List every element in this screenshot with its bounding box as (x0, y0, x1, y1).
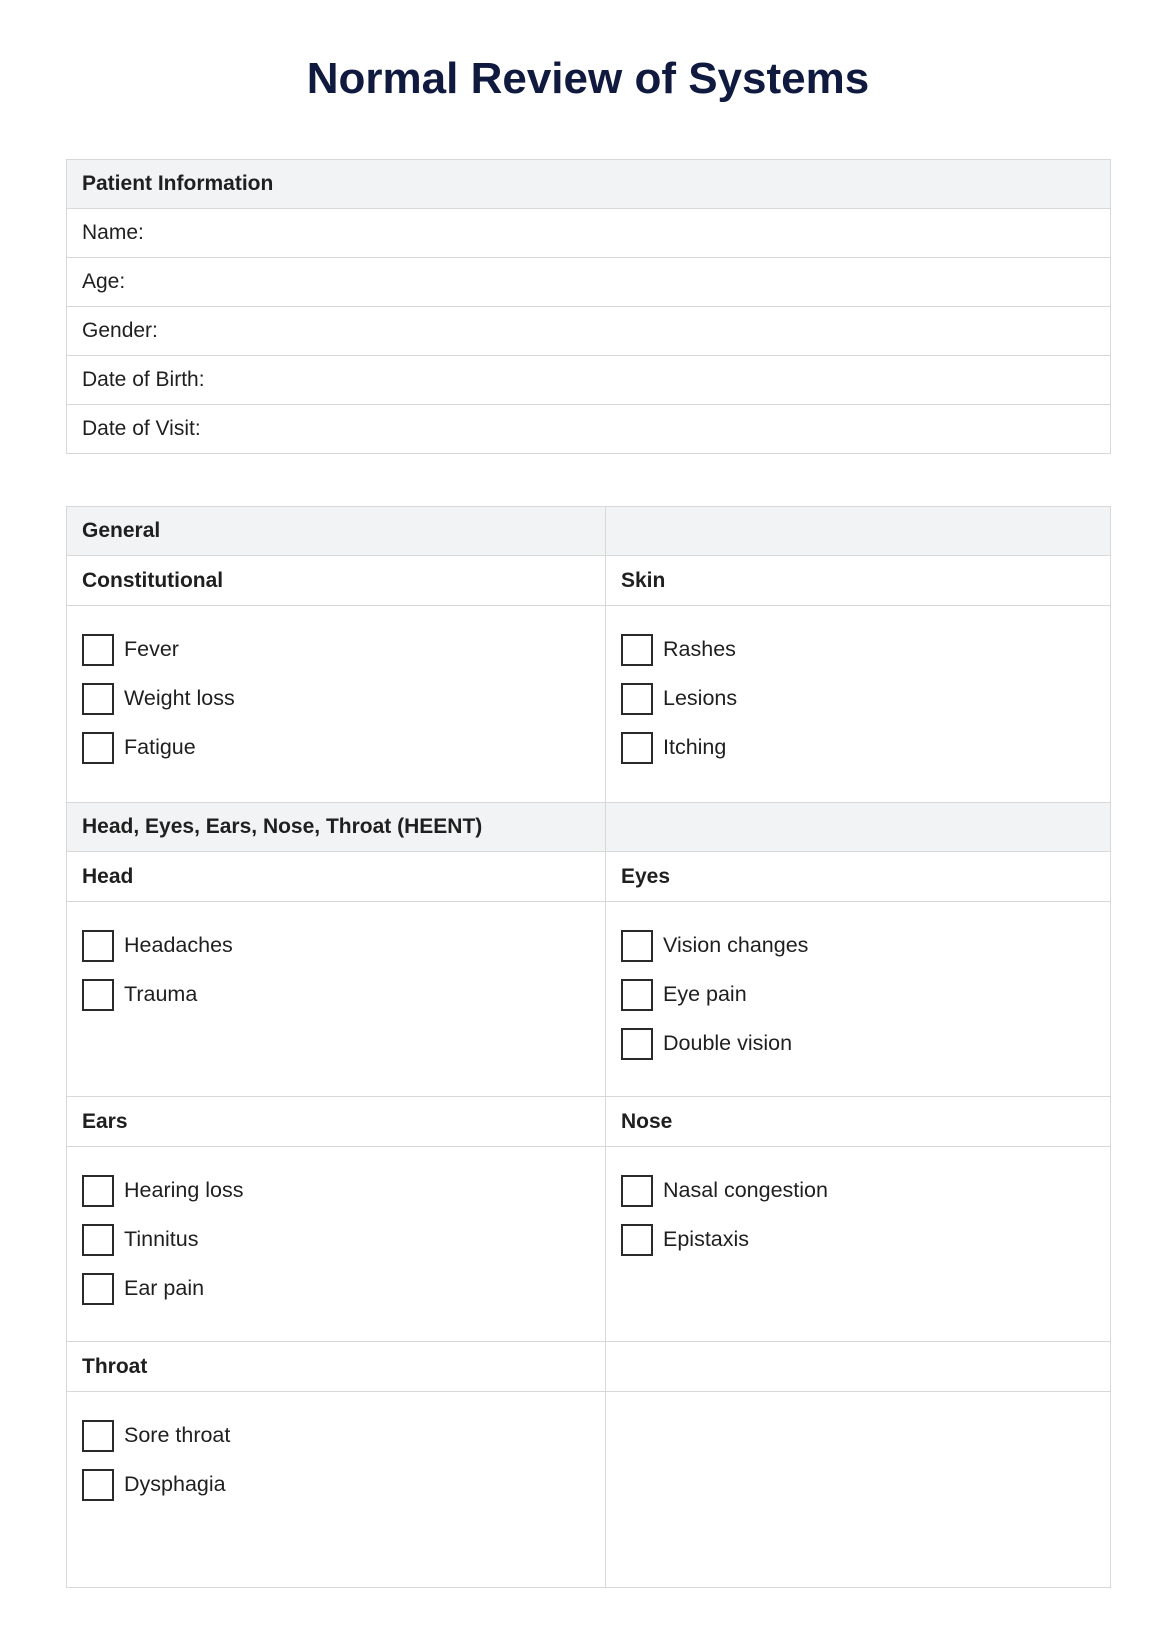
checkbox-label: Hearing loss (124, 1178, 244, 1202)
checklist-item[interactable] (621, 625, 1110, 674)
checkbox[interactable] (82, 1420, 114, 1452)
review-of-systems-table (66, 506, 1111, 1588)
blank-cell (606, 1392, 1111, 1588)
checkbox[interactable] (82, 634, 114, 666)
checkbox[interactable] (82, 930, 114, 962)
patient-information-table (66, 159, 1111, 454)
checkbox-label: Rashes (663, 637, 736, 661)
checklist-item[interactable] (82, 674, 605, 723)
checkbox-label: Eye pain (663, 982, 747, 1006)
subheader-blank (606, 1342, 1111, 1392)
checkbox-label: Tinnitus (124, 1227, 199, 1251)
eyes-checklist (606, 902, 1111, 1097)
checklist-item[interactable] (82, 1166, 605, 1215)
checkbox-label: Nasal congestion (663, 1178, 828, 1202)
checkbox-label: Fatigue (124, 735, 196, 759)
subheader-throat: Throat (67, 1342, 606, 1392)
checkbox-label: Vision changes (663, 933, 809, 957)
checkbox-label: Dysphagia (124, 1472, 226, 1496)
checkbox[interactable] (82, 1224, 114, 1256)
subheader-ears: Ears (67, 1097, 606, 1147)
ears-checklist (67, 1147, 606, 1342)
checkbox-label: Trauma (124, 982, 198, 1006)
checklist-item[interactable] (621, 921, 1110, 970)
checklist-item[interactable] (82, 1411, 605, 1460)
section-header-general: General (67, 507, 606, 556)
checklist-item[interactable] (82, 723, 605, 772)
checkbox[interactable] (82, 979, 114, 1011)
subheader-eyes: Eyes (606, 852, 1111, 902)
checkbox[interactable] (82, 683, 114, 715)
checkbox-label: Epistaxis (663, 1227, 750, 1251)
name-field[interactable]: Name: (67, 209, 1111, 258)
checkbox-label: Lesions (663, 686, 738, 710)
checklist-item[interactable] (621, 1019, 1110, 1068)
checkbox-label: Weight loss (124, 686, 235, 710)
checklist-item[interactable] (621, 723, 1110, 772)
subheader-nose: Nose (606, 1097, 1111, 1147)
checklist-item[interactable] (621, 1215, 1110, 1264)
checklist-item[interactable] (82, 1264, 605, 1313)
subheader-constitutional: Constitutional (67, 556, 606, 606)
checkbox[interactable] (621, 979, 653, 1011)
checkbox[interactable] (621, 1175, 653, 1207)
gender-field[interactable]: Gender: (67, 307, 1111, 356)
checklist-item[interactable] (621, 970, 1110, 1019)
date-of-birth-field[interactable]: Date of Birth: (67, 356, 1111, 405)
checkbox[interactable] (82, 1273, 114, 1305)
date-of-visit-field[interactable]: Date of Visit: (67, 405, 1111, 454)
subheader-skin: Skin (606, 556, 1111, 606)
section-header-blank (606, 803, 1111, 852)
checkbox[interactable] (621, 732, 653, 764)
checklist-item[interactable] (82, 1460, 605, 1509)
checkbox-label: Headaches (124, 933, 233, 957)
checkbox[interactable] (82, 1175, 114, 1207)
age-field[interactable]: Age: (67, 258, 1111, 307)
checkbox[interactable] (621, 634, 653, 666)
skin-checklist (606, 606, 1111, 803)
checkbox[interactable] (82, 732, 114, 764)
head-checklist (67, 902, 606, 1097)
checklist-item[interactable] (82, 970, 605, 1019)
throat-checklist (67, 1392, 606, 1588)
subheader-head: Head (67, 852, 606, 902)
checklist-item[interactable] (621, 674, 1110, 723)
checkbox[interactable] (82, 1469, 114, 1501)
checkbox[interactable] (621, 1224, 653, 1256)
checkbox-label: Double vision (663, 1031, 793, 1055)
checkbox-label: Itching (663, 735, 727, 759)
checklist-item[interactable] (82, 1215, 605, 1264)
checkbox-label: Ear pain (124, 1276, 205, 1300)
checklist-item[interactable] (82, 625, 605, 674)
section-header-heent: Head, Eyes, Ears, Nose, Throat (HEENT) (67, 803, 606, 852)
checkbox-label: Fever (124, 637, 179, 661)
patient-information-header: Patient Information (67, 160, 1111, 209)
checkbox[interactable] (621, 1028, 653, 1060)
checkbox-label: Sore throat (124, 1423, 231, 1447)
checkbox[interactable] (621, 930, 653, 962)
page-title: Normal Review of Systems (306, 54, 870, 103)
constitutional-checklist (67, 606, 606, 803)
checklist-item[interactable] (82, 921, 605, 970)
section-header-blank (606, 507, 1111, 556)
nose-checklist (606, 1147, 1111, 1342)
checklist-item[interactable] (621, 1166, 1110, 1215)
checkbox[interactable] (621, 683, 653, 715)
